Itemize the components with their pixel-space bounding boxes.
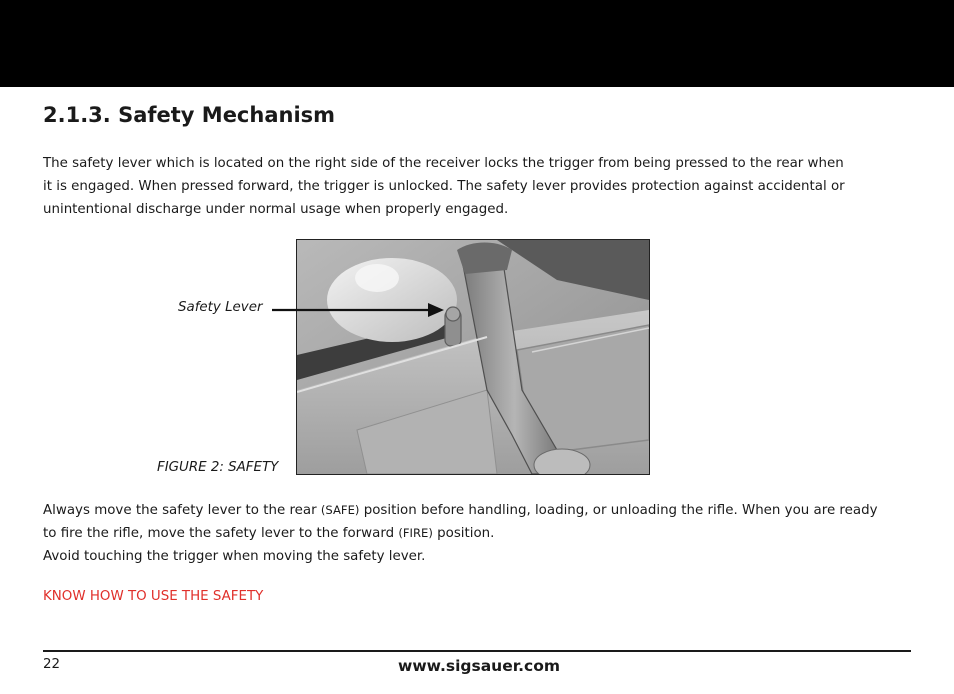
section-heading: 2.1.3. Safety Mechanism bbox=[43, 103, 336, 127]
safety-mechanism-illustration bbox=[297, 240, 649, 474]
footer-divider bbox=[43, 650, 911, 652]
paragraph-line bbox=[43, 499, 923, 522]
paragraph-line: The safety lever which is located on the right side of the receiver locks the trigger from being pressed to the rear when bbox=[43, 156, 844, 171]
safety-lever-callout: Safety Lever bbox=[178, 300, 263, 315]
safety-instructions-paragraph bbox=[43, 499, 923, 568]
intro-paragraph bbox=[43, 152, 913, 221]
text-run: Always move the safety lever to the rear bbox=[43, 503, 321, 518]
figure-caption: FIGURE 2: SAFETY bbox=[157, 460, 279, 475]
text-run: position before handling, loading, or unloading the rifle. When you are ready bbox=[359, 503, 878, 518]
header-bar bbox=[0, 0, 954, 87]
paragraph-line: unintentional discharge under normal usage when properly engaged. bbox=[43, 202, 509, 217]
safe-position-label: (SAFE) bbox=[320, 503, 360, 517]
fire-position-label: (FIRE) bbox=[398, 526, 433, 540]
paragraph-line bbox=[43, 522, 923, 545]
website-link[interactable]: www.sigsauer.com bbox=[398, 657, 561, 675]
text-run: position. bbox=[432, 526, 495, 541]
page-number: 22 bbox=[43, 657, 61, 672]
callout-arrow-icon bbox=[270, 300, 446, 320]
safety-figure-photo bbox=[296, 239, 650, 475]
paragraph-line: Avoid touching the trigger when moving the safety lever. bbox=[43, 549, 426, 564]
paragraph-line: it is engaged. When pressed forward, the trigger is unlocked. The safety lever provides protection against accidental or bbox=[43, 179, 845, 194]
text-run: to fire the rifle, move the safety lever to the forward bbox=[43, 526, 399, 541]
safety-warning: KNOW HOW TO USE THE SAFETY bbox=[43, 589, 264, 604]
